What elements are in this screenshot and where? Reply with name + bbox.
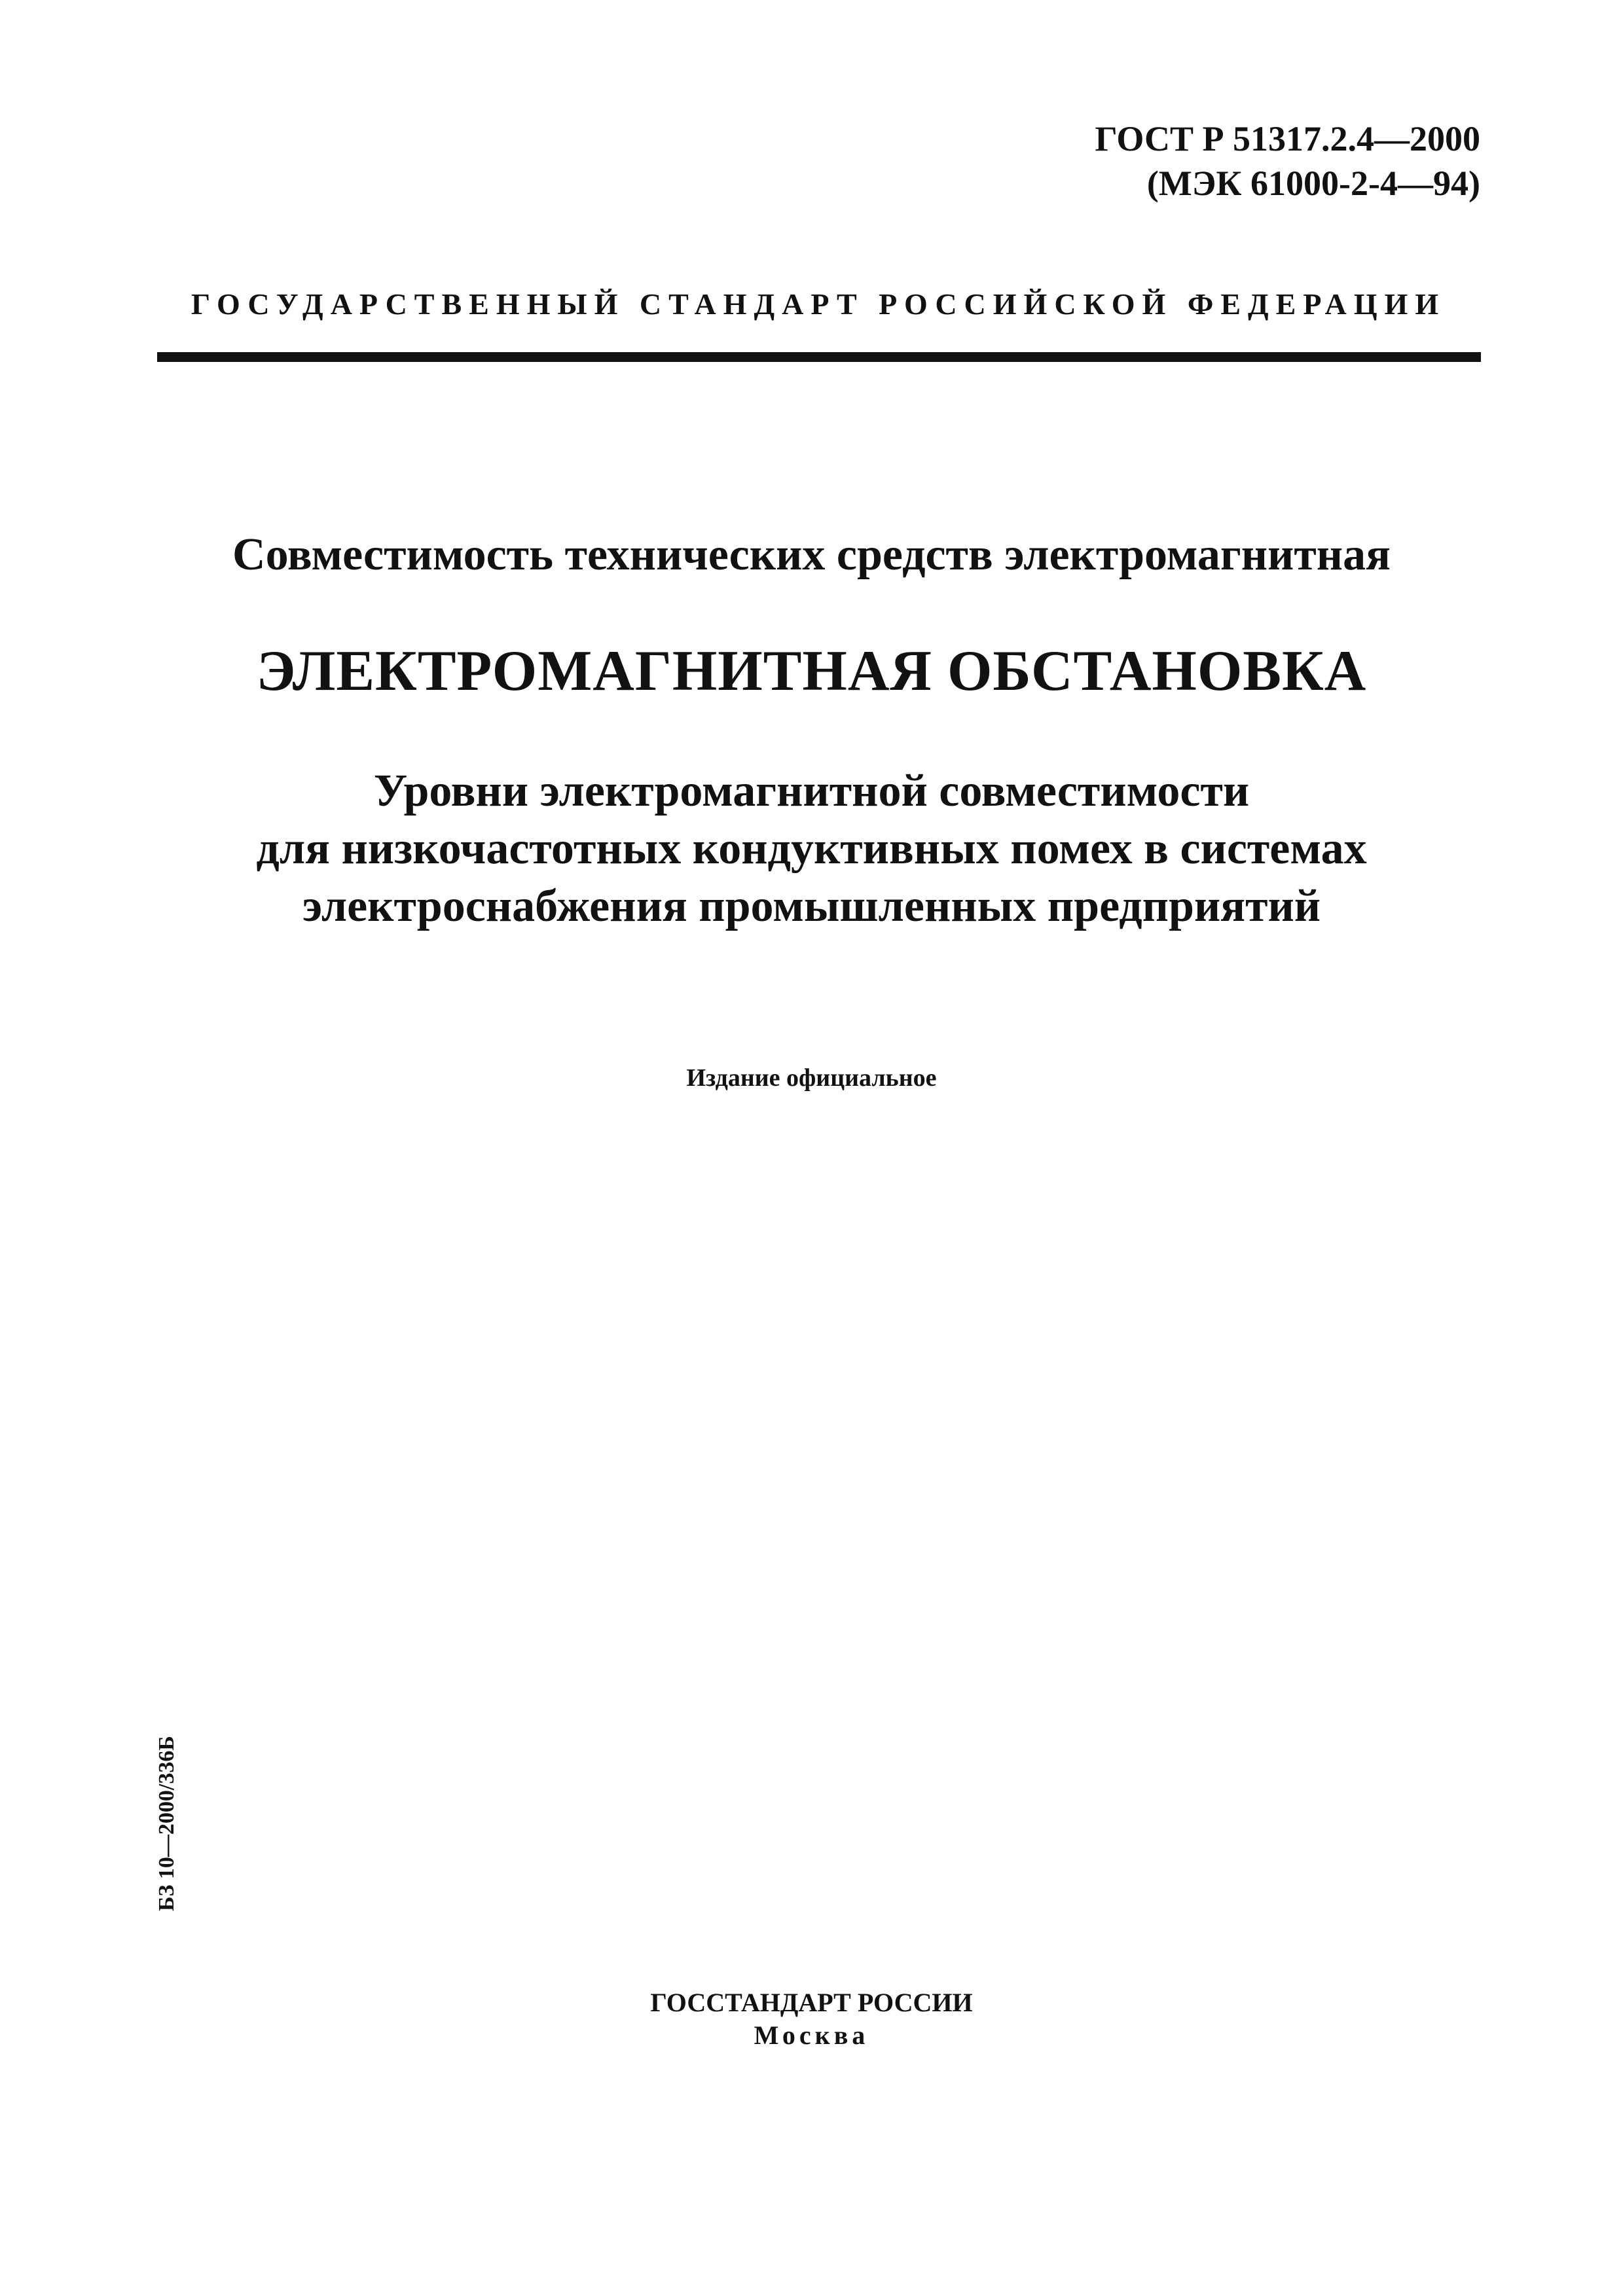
side-print-code: БЗ 10—2000/336Б <box>155 1736 179 1911</box>
publisher-city: Москва <box>754 2020 869 2050</box>
subtitle-line-3: электроснабжения промышленных предприятий <box>302 881 1321 931</box>
main-title: ЭЛЕКТРОМАГНИТНАЯ ОБСТАНОВКА <box>256 639 1367 703</box>
gov-standard-title: ГОСУДАРСТВЕННЫЙ СТАНДАРТ РОССИЙСКОЙ ФЕДЕРАЦИИ <box>191 287 1446 321</box>
heading-divider <box>157 352 1481 362</box>
publisher-block <box>0 1986 1623 2052</box>
subtitle-line-2: для низкочастотных кондуктивных помех в системах <box>256 823 1367 874</box>
document-number-block <box>1095 117 1480 206</box>
standard-number: ГОСТ Р 51317.2.4—2000 <box>1095 119 1480 158</box>
subtitle-block <box>0 762 1623 935</box>
subtitle-line-1: Уровни электромагнитной совместимости <box>373 766 1250 816</box>
edition-label: Издание официальное <box>686 1064 937 1092</box>
iec-reference: (МЭК 61000-2-4—94) <box>1146 164 1480 203</box>
subject-line: Совместимость технических средств электромагнитная <box>232 529 1391 580</box>
publisher-name: ГОССТАНДАРТ РОССИИ <box>650 1988 973 2017</box>
